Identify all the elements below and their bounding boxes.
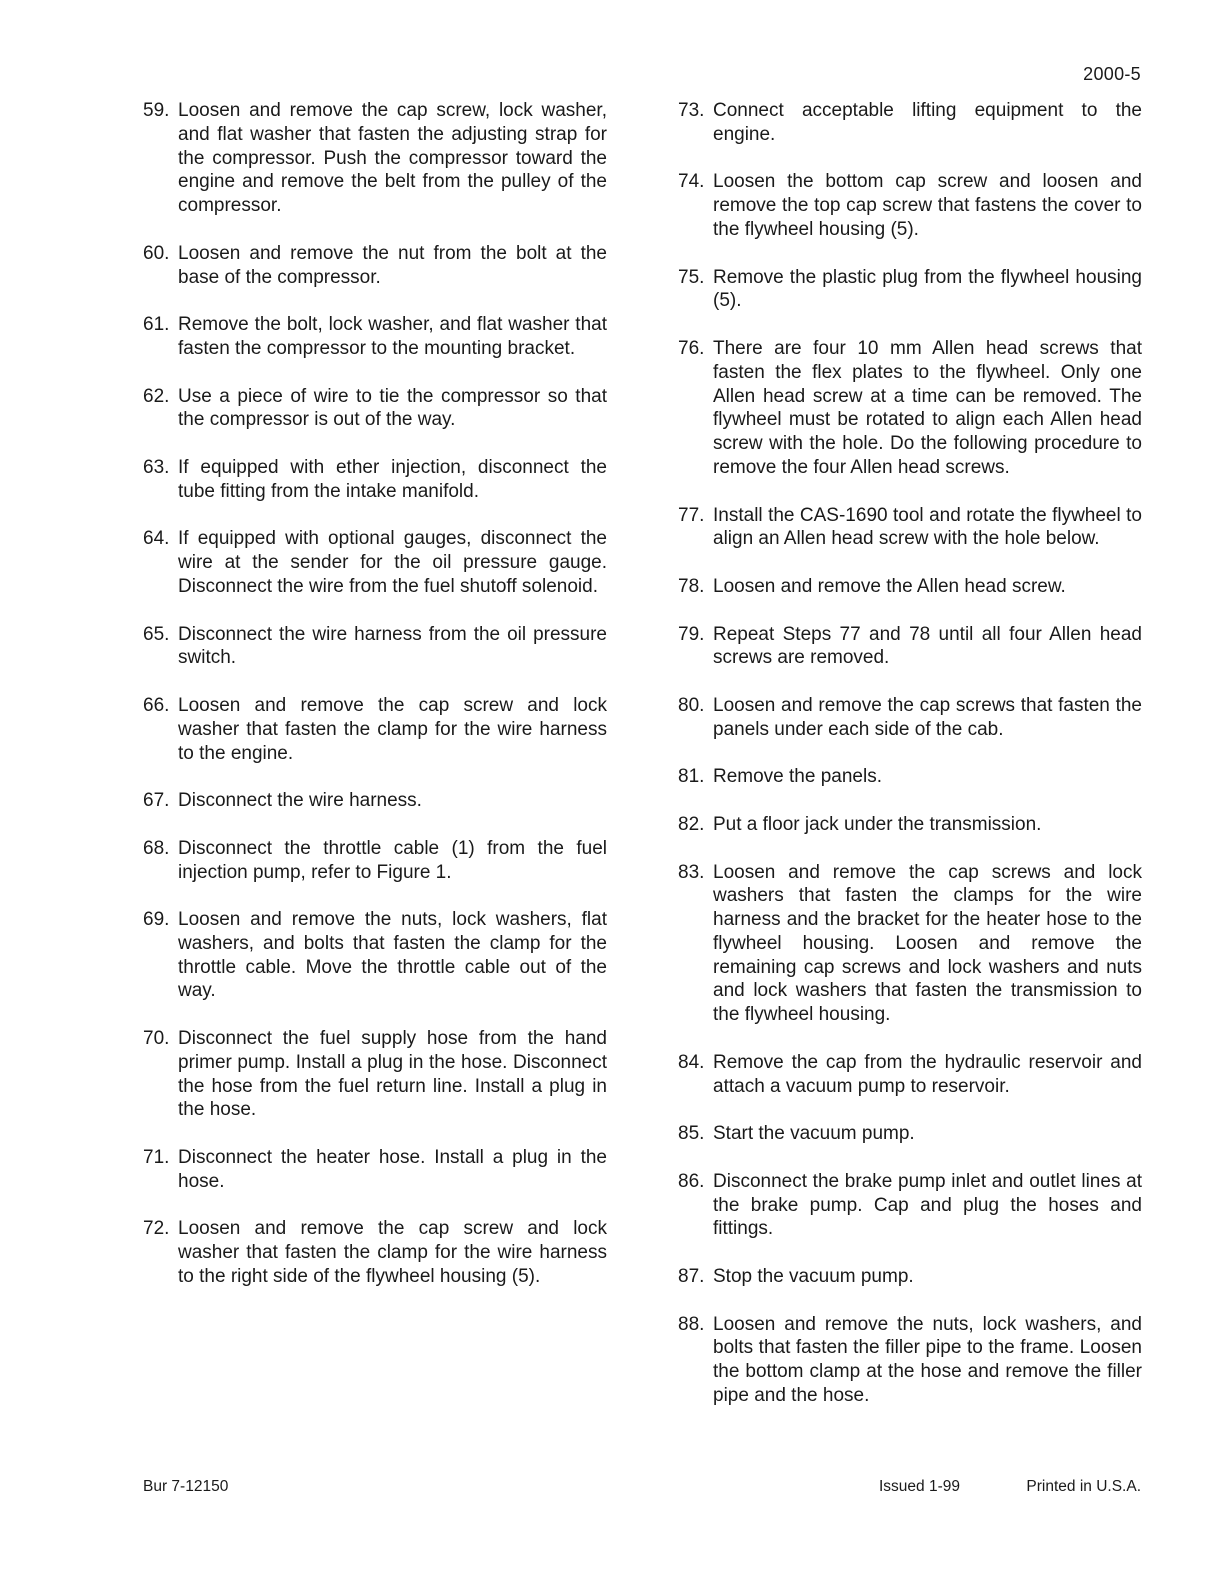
step-item: [143, 1217, 607, 1288]
step-number: 64.: [143, 528, 170, 550]
step-number: 82.: [678, 813, 705, 835]
step-number: 88.: [678, 1313, 705, 1335]
step-text: Remove the panels.: [713, 766, 882, 788]
step-text: Disconnect the wire harness from the oil pressure switch.: [178, 623, 607, 669]
step-item: [678, 1122, 1142, 1146]
step-number: 74.: [678, 171, 705, 193]
step-number: 68.: [143, 837, 170, 859]
right-column: [678, 99, 1142, 1432]
step-text: Remove the plastic plug from the flywheel housing (5).: [713, 266, 1142, 312]
step-item: [678, 99, 1142, 147]
step-item: [143, 1027, 607, 1122]
step-number: 75.: [678, 266, 705, 288]
step-number: 72.: [143, 1218, 170, 1240]
step-item: [143, 385, 607, 433]
left-column: [143, 99, 607, 1313]
step-text: Install the CAS-1690 tool and rotate the flywheel to align an Allen head screw with the hole below.: [713, 504, 1142, 550]
footer-document-id: Bur 7-12150: [143, 1478, 229, 1495]
step-item: [143, 527, 607, 598]
step-item: [678, 1313, 1142, 1408]
step-text: Loosen and remove the cap screws and lock washers that fasten the clamps for the wire harness and the bracket for the heater hose to the flywheel housing. Loosen and remove the remaining cap screws and lock washers and nuts and lock washers that fasten the transmission to the flywheel housing.: [713, 861, 1142, 1026]
step-text: Start the vacuum pump.: [713, 1123, 915, 1145]
step-number: 61.: [143, 314, 170, 336]
step-number: 59.: [143, 100, 170, 121]
step-text: Stop the vacuum pump.: [713, 1266, 914, 1288]
step-number: 63.: [143, 456, 170, 478]
step-item: [143, 623, 607, 671]
step-number: 76.: [678, 337, 705, 359]
step-item: [678, 1051, 1142, 1099]
step-item: [143, 908, 607, 1003]
step-number: 84.: [678, 1051, 705, 1073]
step-text: If equipped with optional gauges, disconnect the wire at the sender for the oil pressure gauge. Disconnect the wire from the fuel shutoff solenoid.: [178, 528, 607, 597]
step-text: Connect acceptable lifting equipment to the engine.: [713, 100, 1142, 145]
step-text: Loosen and remove the cap screws that fasten the panels under each side of the cab.: [713, 694, 1142, 740]
step-number: 79.: [678, 623, 705, 645]
step-item: [143, 313, 607, 361]
step-item: [678, 337, 1142, 480]
step-item: [143, 694, 607, 765]
step-text: Remove the bolt, lock washer, and flat washer that fasten the compressor to the mounting bracket.: [178, 314, 607, 359]
step-number: 85.: [678, 1123, 705, 1145]
step-text: Loosen and remove the nuts, lock washers, flat washers, and bolts that fasten the clamp for the throttle cable. Move the throttle cable out of the way.: [178, 909, 607, 1002]
step-item: [143, 242, 607, 290]
step-text: Repeat Steps 77 and 78 until all four Allen head screws are removed.: [713, 623, 1142, 669]
step-item: [143, 99, 607, 218]
step-item: [678, 504, 1142, 552]
step-number: 60.: [143, 242, 170, 264]
step-number: 65.: [143, 623, 170, 645]
step-text: Disconnect the fuel supply hose from the hand primer pump. Install a plug in the hose. Disconnect the hose from the fuel return line. Install a plug in the hose.: [178, 1028, 607, 1121]
step-item: [143, 1146, 607, 1194]
step-number: 86.: [678, 1170, 705, 1192]
step-text: Remove the cap from the hydraulic reservoir and attach a vacuum pump to reservoir.: [713, 1051, 1142, 1097]
step-text: Disconnect the throttle cable (1) from the fuel injection pump, refer to Figure 1.: [178, 837, 607, 883]
step-item: [143, 837, 607, 885]
step-number: 81.: [678, 766, 705, 788]
footer-printed-in: Printed in U.S.A.: [1026, 1478, 1141, 1495]
step-number: 70.: [143, 1028, 170, 1050]
step-item: [143, 789, 607, 813]
step-item: [143, 456, 607, 504]
step-number: 80.: [678, 694, 705, 716]
step-item: [678, 1265, 1142, 1289]
step-number: 71.: [143, 1147, 170, 1169]
step-text: Loosen and remove the cap screw, lock washer, and flat washer that fasten the adjusting strap for the compressor. Push the compressor toward the engine and remove the belt from the pulley of the compressor.: [178, 100, 607, 217]
step-text: There are four 10 mm Allen head screws that fasten the flex plates to the flywheel. Only one Allen head screw at a time can be removed. The flywheel must be rotated to align each Allen head screw with the hole. Do the following procedure to remove the four Allen head screws.: [713, 337, 1142, 478]
step-number: 69.: [143, 909, 170, 931]
step-text: Disconnect the heater hose. Install a plug in the hose.: [178, 1147, 607, 1192]
step-text: Loosen and remove the cap screw and lock washer that fasten the clamp for the wire harness to the engine.: [178, 694, 607, 764]
step-number: 87.: [678, 1266, 705, 1288]
page-number: 2000-5: [1083, 64, 1141, 84]
step-text: Loosen and remove the Allen head screw.: [713, 575, 1066, 597]
step-item: [678, 575, 1142, 599]
step-text: Loosen the bottom cap screw and loosen and remove the top cap screw that fastens the cover to the flywheel housing (5).: [713, 171, 1142, 240]
step-text: Put a floor jack under the transmission.: [713, 813, 1042, 835]
step-text: Disconnect the wire harness.: [178, 790, 422, 812]
step-text: If equipped with ether injection, disconnect the tube fitting from the intake manifold.: [178, 456, 607, 502]
step-text: Loosen and remove the cap screw and lock washer that fasten the clamp for the wire harness to the right side of the flywheel housing (5).: [178, 1218, 607, 1288]
step-item: [678, 266, 1142, 314]
step-number: 62.: [143, 385, 170, 407]
step-number: 73.: [678, 100, 705, 121]
step-item: [678, 765, 1142, 789]
step-text: Loosen and remove the nuts, lock washers, and bolts that fasten the filler pipe to the frame. Loosen the bottom clamp at the hose and remove the filler pipe and the hose.: [713, 1313, 1142, 1407]
step-number: 83.: [678, 861, 705, 883]
step-text: Use a piece of wire to tie the compressor so that the compressor is out of the way.: [178, 385, 607, 431]
step-number: 67.: [143, 790, 170, 812]
step-item: [678, 694, 1142, 742]
step-number: 77.: [678, 504, 705, 526]
footer-issued-date: Issued 1-99: [879, 1478, 960, 1495]
step-item: [678, 861, 1142, 1028]
step-number: 78.: [678, 575, 705, 597]
step-item: [678, 1170, 1142, 1241]
step-text: Loosen and remove the nut from the bolt at the base of the compressor.: [178, 242, 607, 288]
step-number: 66.: [143, 694, 170, 716]
step-item: [678, 623, 1142, 671]
step-text: Disconnect the brake pump inlet and outlet lines at the brake pump. Cap and plug the hoses and fittings.: [713, 1170, 1142, 1240]
step-item: [678, 813, 1142, 837]
step-item: [678, 170, 1142, 241]
